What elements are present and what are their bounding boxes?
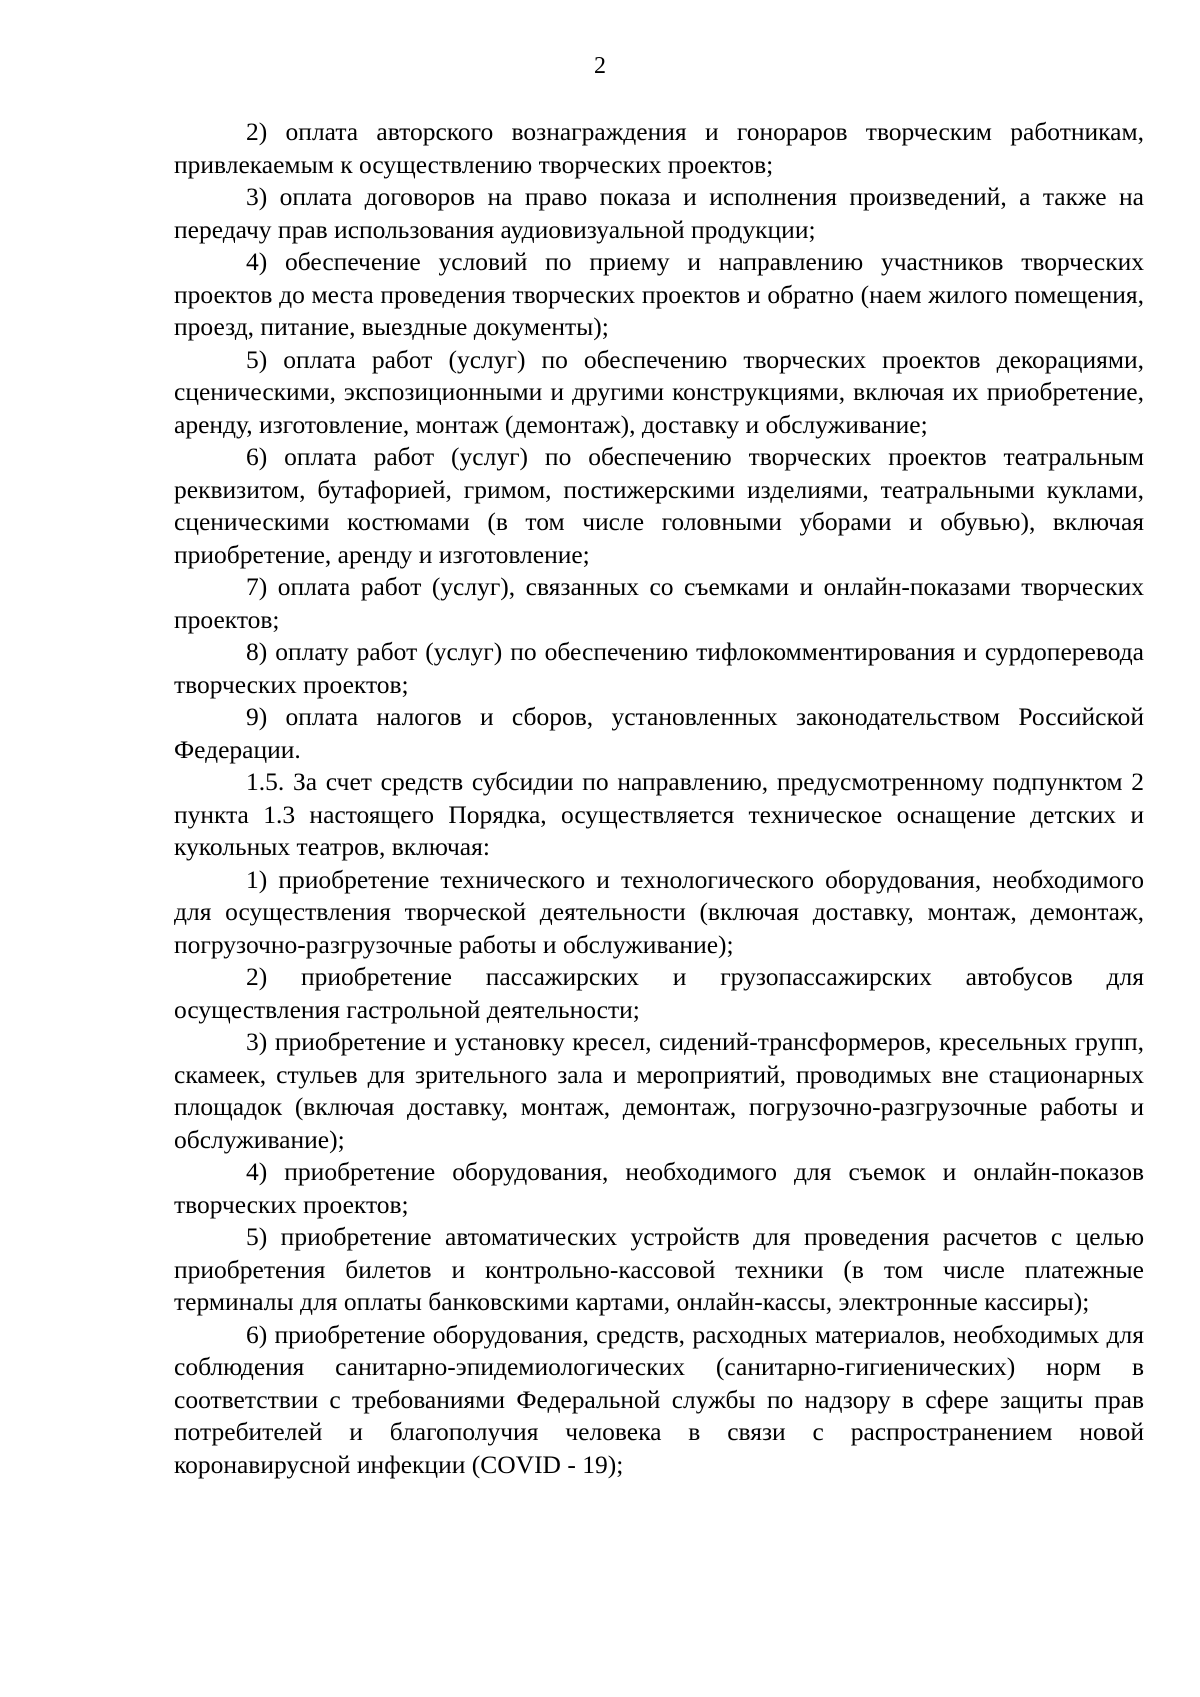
paragraph-item-7-filming: 7) оплата работ (услуг), связанных со съемками и онлайн-показами творческих проектов;	[174, 572, 1144, 634]
paragraph-equipment-2-buses: 2) приобретение пассажирских и грузопассажирских автобусов для осуществления гастрольной деятельности;	[174, 962, 1144, 1024]
section-1-5-heading-paragraph: 1.5. За счет средств субсидии по направлению, предусмотренному подпунктом 2 пункта 1.3 настоящего Порядка, осуществляется техническое оснащение детских и кукольных театров, включая:	[174, 767, 1144, 861]
paragraph-equipment-5-payment-devices: 5) приобретение автоматических устройств для проведения расчетов с целью приобретения билетов и контрольно-кассовой техники (в том числе платежные терминалы для оплаты банковскими картами, онлайн-кассы, электронные кассиры);	[174, 1222, 1144, 1316]
document-body	[174, 116, 1144, 1481]
paragraph-equipment-3-seating: 3) приобретение и установку кресел, сидений-трансформеров, кресельных групп, скамеек, стульев для зрительного зала и мероприятий, проводимых вне стационарных площадок (включая доставку, монтаж, демонтаж, погрузочно-разгрузочные работы и обслуживание);	[174, 1027, 1144, 1154]
page-number: 2	[594, 53, 606, 79]
paragraph-item-4-participant-travel: 4) обеспечение условий по приему и направлению участников творческих проектов до места проведения творческих проектов и обратно (наем жилого помещения, проезд, питание, выездные документы);	[174, 247, 1144, 341]
paragraph-equipment-1-technical: 1) приобретение технического и технологического оборудования, необходимого для осуществления творческой деятельности (включая доставку, монтаж, демонтаж, погрузочно-разгрузочные работы и обслуживание);	[174, 864, 1144, 959]
paragraph-equipment-4-filming: 4) приобретение оборудования, необходимого для съемок и онлайн-показов творческих проектов;	[174, 1157, 1144, 1219]
paragraph-item-8-accessibility: 8) оплату работ (услуг) по обеспечению тифлокомментирования и сурдоперевода творческих проектов;	[174, 637, 1144, 699]
paragraph-item-5-scenery: 5) оплата работ (услуг) по обеспечению творческих проектов декорациями, сценическими, экспозиционными и другими конструкциями, включая их приобретение, аренду, изготовление, монтаж (демонтаж), доставку и обслуживание;	[174, 344, 1144, 439]
paragraph-item-3-rights-contracts: 3) оплата договоров на право показа и исполнения произведений, а также на передачу прав использования аудиовизуальной продукции;	[174, 182, 1144, 244]
paragraph-item-2-author-fees: 2) оплата авторского вознаграждения и гонораров творческим работникам, привлекаемым к осуществлению творческих проектов;	[174, 117, 1144, 179]
paragraph-item-9-taxes: 9) оплата налогов и сборов, установленных законодательством Российской Федерации.	[174, 702, 1144, 764]
paragraph-item-6-props-costumes: 6) оплата работ (услуг) по обеспечению творческих проектов театральным реквизитом, бутафорией, гримом, постижерскими изделиями, театральными куклами, сценическими костюмами (в том числе головными уборами и обувью), включая приобретение, аренду и изготовление;	[174, 442, 1144, 569]
paragraph-equipment-6-sanitary: 6) приобретение оборудования, средств, расходных материалов, необходимых для соблюдения санитарно-эпидемиологических (санитарно-гигиенических) норм в соответствии с требованиями Федеральной службы по надзору в сфере защиты прав потребителей и благополучия человека в связи с распространением новой коронавирусной инфекции (COVID - 19);	[174, 1319, 1144, 1479]
